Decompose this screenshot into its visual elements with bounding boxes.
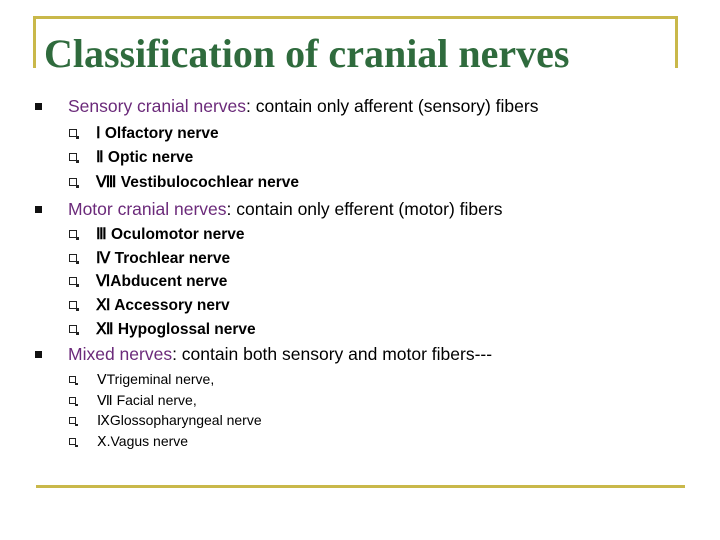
square-bullet-icon — [69, 129, 77, 137]
list-item — [69, 171, 299, 193]
bullet-icon — [35, 103, 42, 110]
list-item — [69, 223, 245, 245]
nerve-label: Ⅹ.Vagus nerve — [97, 432, 189, 449]
square-bullet-icon — [69, 325, 77, 333]
heading-accent: Sensory cranial nerves — [68, 95, 246, 116]
list-item — [69, 369, 214, 389]
list-item — [69, 270, 227, 292]
list-item — [69, 390, 197, 410]
section-heading-motor — [35, 197, 502, 221]
section-heading-sensory — [35, 94, 538, 118]
list-item — [69, 122, 219, 144]
nerve-label: Ⅺ Accessory nerv — [96, 296, 230, 314]
heading-accent: Motor cranial nerves — [68, 198, 227, 219]
bullet-icon — [35, 351, 42, 358]
list-item — [69, 431, 188, 451]
nerve-label: Ⅶ Facial nerve, — [97, 391, 197, 408]
frame-left-line — [33, 16, 36, 68]
nerve-label: Ⅷ Vestibulocochlear nerve — [96, 173, 300, 191]
square-bullet-icon — [69, 301, 77, 309]
frame-top-line — [33, 16, 678, 19]
heading-rest: : contain only efferent (motor) fibers — [226, 198, 503, 219]
heading-accent: Mixed nerves — [68, 343, 173, 364]
list-item — [69, 247, 230, 269]
nerve-label: Ⅲ Oculomotor nerve — [96, 225, 245, 243]
list-item — [69, 410, 262, 430]
nerve-label: Ⅳ Trochlear nerve — [96, 249, 231, 267]
heading-rest: : contain both sensory and motor fibers--- — [172, 343, 493, 364]
frame-right-line — [675, 16, 678, 68]
bullet-icon — [35, 206, 42, 213]
square-bullet-icon — [69, 178, 77, 186]
slide-title: Classification of cranial nerves — [44, 31, 570, 76]
square-bullet-icon — [69, 417, 76, 424]
nerve-label: ⅤTrigeminal nerve, — [97, 370, 215, 387]
square-bullet-icon — [69, 376, 76, 383]
square-bullet-icon — [69, 277, 77, 285]
list-item — [69, 318, 256, 340]
frame-bottom-line — [36, 485, 685, 488]
nerve-label: ⅨGlossopharyngeal nerve — [97, 411, 262, 428]
square-bullet-icon — [69, 438, 76, 445]
nerve-label: Ⅰ Olfactory nerve — [96, 124, 219, 142]
square-bullet-icon — [69, 230, 77, 238]
nerve-label: Ⅱ Optic nerve — [96, 148, 194, 166]
list-item — [69, 146, 193, 168]
square-bullet-icon — [69, 153, 77, 161]
heading-rest: : contain only afferent (sensory) fibers — [246, 95, 539, 116]
section-heading-mixed — [35, 342, 492, 366]
square-bullet-icon — [69, 397, 76, 404]
square-bullet-icon — [69, 254, 77, 262]
nerve-label: ⅥAbducent nerve — [96, 272, 228, 290]
nerve-label: Ⅻ Hypoglossal nerve — [96, 320, 256, 338]
list-item — [69, 294, 230, 316]
